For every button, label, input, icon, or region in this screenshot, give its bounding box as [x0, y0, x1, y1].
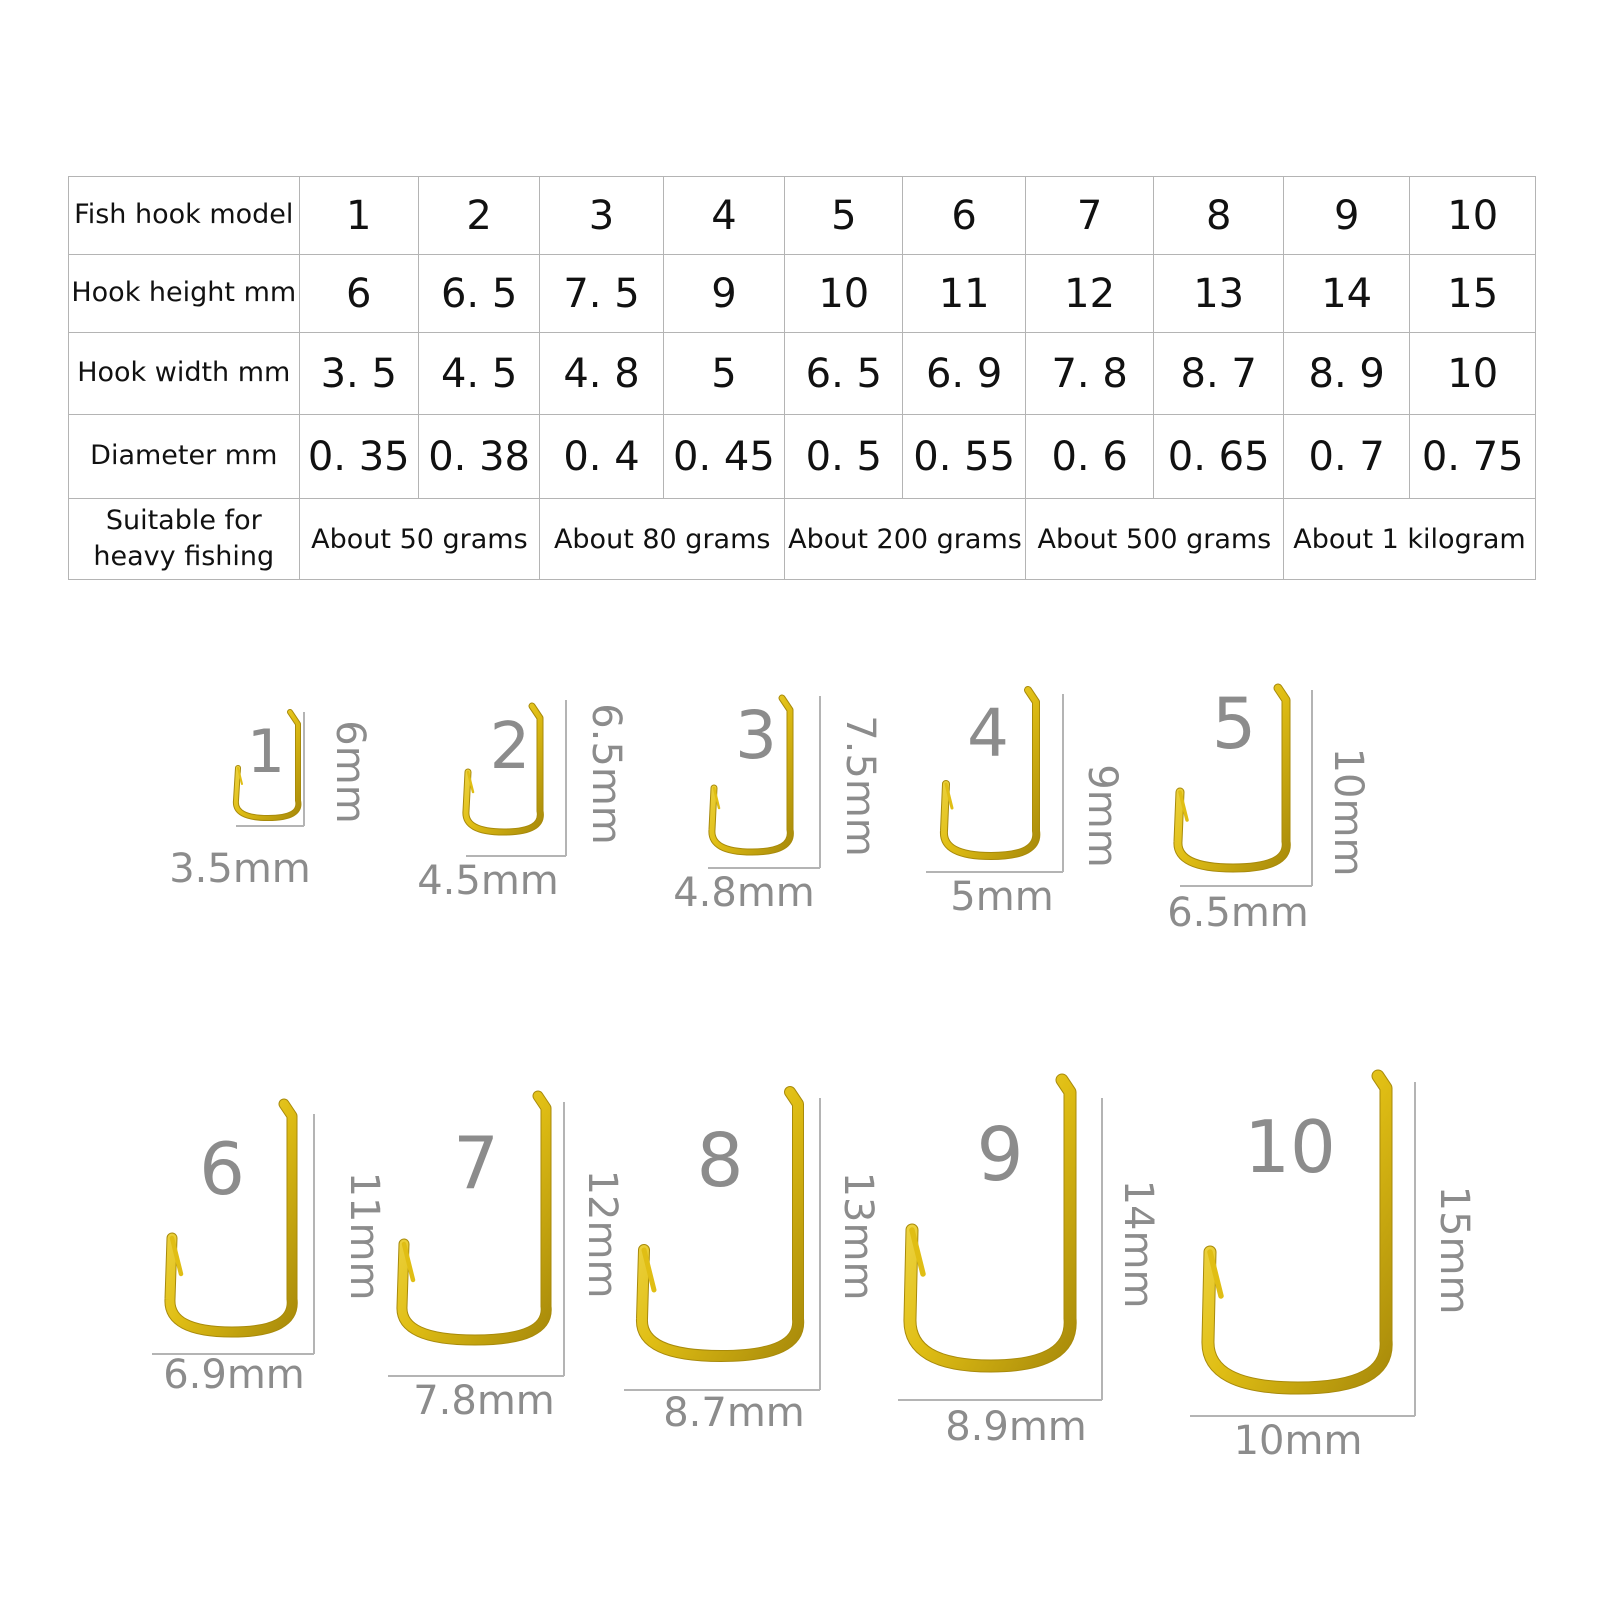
hook-width-label: 4.8mm	[673, 870, 815, 916]
row-header: Suitable for heavy fishing	[69, 499, 300, 580]
table-cell: 0. 75	[1410, 415, 1536, 499]
table-cell: 10	[1410, 333, 1536, 415]
table-cell: 0. 6	[1025, 415, 1154, 499]
hook-model-number: 9	[976, 1112, 1024, 1198]
hook-model-number: 3	[735, 697, 777, 774]
hook-figure	[673, 696, 883, 916]
hook-width-label: 8.9mm	[945, 1404, 1087, 1450]
hook-width-label: 3.5mm	[169, 846, 311, 892]
hook-figure	[1190, 1076, 1477, 1464]
hook-figure	[926, 690, 1125, 920]
table-cell: 7. 8	[1025, 333, 1154, 415]
hook-height-label: 9mm	[1079, 764, 1125, 868]
table-cell: 7	[1025, 177, 1154, 255]
hook-figure	[388, 1096, 625, 1424]
hook-figure	[624, 1092, 881, 1436]
table-cell: 5	[663, 333, 784, 415]
table-cell: 0. 55	[903, 415, 1025, 499]
hook-model-number: 4	[967, 695, 1009, 772]
row-header: Hook width mm	[69, 333, 300, 415]
hook-figure	[1167, 683, 1371, 936]
table-cell: 0. 5	[785, 415, 903, 499]
hook-width-label: 6.9mm	[163, 1352, 305, 1398]
table-cell: 13	[1154, 255, 1284, 333]
hook-figure	[417, 700, 629, 904]
hook-width-label: 5mm	[950, 874, 1054, 920]
hook-height-label: 11mm	[341, 1171, 387, 1301]
table-cell: 3. 5	[299, 333, 418, 415]
load-cell: About 50 grams	[299, 499, 540, 580]
load-cell: About 200 grams	[785, 499, 1026, 580]
hook-width-label: 7.8mm	[413, 1378, 555, 1424]
table-cell: 5	[785, 177, 903, 255]
table-cell: 15	[1410, 255, 1536, 333]
hook-model-number: 6	[199, 1127, 245, 1211]
table-cell: 7. 5	[540, 255, 663, 333]
table-cell: 8. 9	[1283, 333, 1410, 415]
hook-width-label: 4.5mm	[417, 858, 559, 904]
table-cell: 0. 35	[299, 415, 418, 499]
table-cell: 4. 8	[540, 333, 663, 415]
table-cell: 0. 65	[1154, 415, 1284, 499]
hook-height-label: 14mm	[1115, 1179, 1161, 1309]
hook-height-label: 13mm	[835, 1171, 881, 1301]
hook-height-label: 12mm	[579, 1169, 625, 1299]
hook-model-number: 10	[1244, 1105, 1336, 1189]
hook-height-label: 6mm	[327, 720, 373, 824]
table-cell: 6	[903, 177, 1025, 255]
row-header: Diameter mm	[69, 415, 300, 499]
table-cell: 4	[663, 177, 784, 255]
table-cell: 9	[663, 255, 784, 333]
table-cell: 6. 9	[903, 333, 1025, 415]
table-cell: 11	[903, 255, 1025, 333]
hook-figure	[169, 712, 373, 892]
hook-figure	[898, 1080, 1161, 1450]
load-cell: About 500 grams	[1025, 499, 1283, 580]
hook-height-label: 6.5mm	[583, 703, 629, 845]
table-cell: 6. 5	[418, 255, 539, 333]
table-cell: 8. 7	[1154, 333, 1284, 415]
table-cell: 0. 38	[418, 415, 539, 499]
hook-model-number: 8	[696, 1118, 744, 1204]
table-cell: 0. 45	[663, 415, 784, 499]
hook-width-label: 10mm	[1233, 1418, 1363, 1464]
load-cell: About 80 grams	[540, 499, 785, 580]
table-cell: 12	[1025, 255, 1154, 333]
table-cell: 10	[785, 255, 903, 333]
table-cell: 1	[299, 177, 418, 255]
hook-model-number: 7	[453, 1121, 499, 1205]
row-header: Hook height mm	[69, 255, 300, 333]
hook-model-number: 1	[246, 717, 286, 787]
table-cell: 4. 5	[418, 333, 539, 415]
hook-model-number: 5	[1211, 683, 1257, 765]
table-cell: 8	[1154, 177, 1284, 255]
table-cell: 0. 7	[1283, 415, 1410, 499]
hook-height-label: 15mm	[1431, 1185, 1477, 1315]
row-header: Fish hook model	[69, 177, 300, 255]
hook-model-number: 2	[489, 710, 531, 784]
table-cell: 0. 4	[540, 415, 663, 499]
hook-height-label: 10mm	[1325, 747, 1371, 877]
table-cell: 6. 5	[785, 333, 903, 415]
hook-figure	[152, 1104, 387, 1398]
hook-width-label: 8.7mm	[663, 1390, 805, 1436]
table-cell: 6	[299, 255, 418, 333]
table-cell: 9	[1283, 177, 1410, 255]
hook-height-label: 7.5mm	[837, 715, 883, 857]
hook-width-label: 6.5mm	[1167, 890, 1309, 936]
table-cell: 3	[540, 177, 663, 255]
table-cell: 2	[418, 177, 539, 255]
load-cell: About 1 kilogram	[1283, 499, 1535, 580]
table-cell: 14	[1283, 255, 1410, 333]
table-cell: 10	[1410, 177, 1536, 255]
